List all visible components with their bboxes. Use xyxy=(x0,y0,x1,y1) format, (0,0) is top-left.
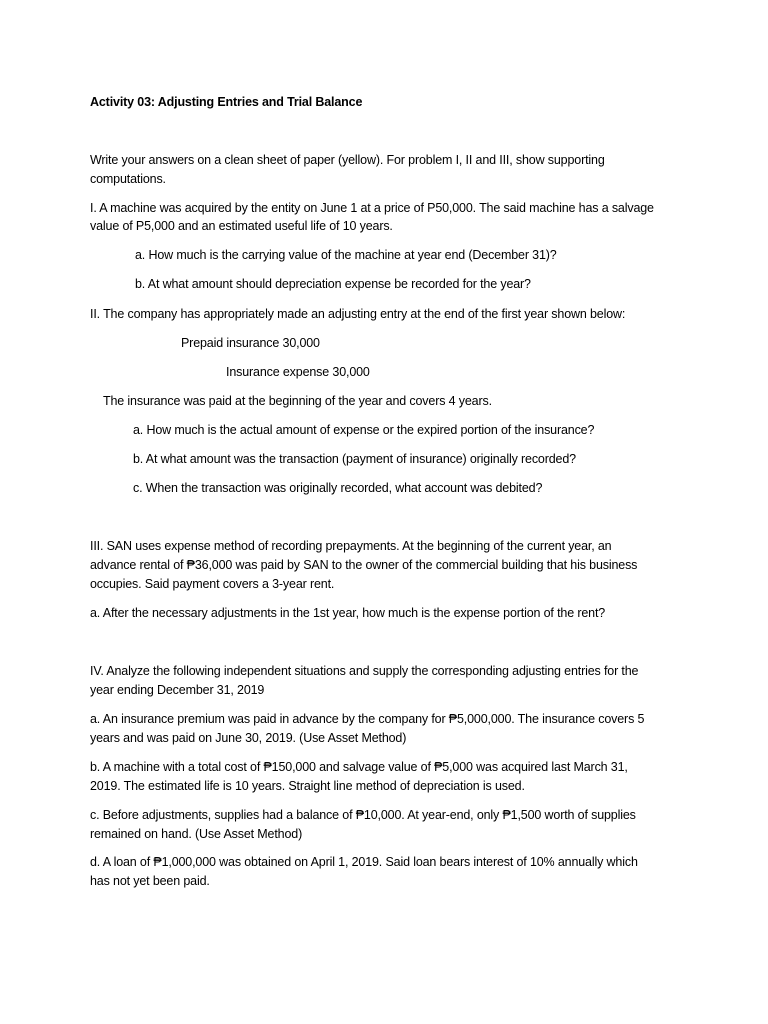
problem1-line-2: value of P5,000 and an estimated useful life of 10 years. xyxy=(90,219,393,233)
instructions-line-2: computations. xyxy=(90,172,166,186)
problem4-item-a-line-2: years and was paid on June 30, 2019. (Use Asset Method) xyxy=(90,731,407,745)
problem3-line-1: III. SAN uses expense method of recording prepayments. At the beginning of the current year, an xyxy=(90,539,612,553)
problem1-question-b: b. At what amount should depreciation expense be recorded for the year? xyxy=(135,277,531,291)
problem4-item-d-line-1: d. A loan of ₱1,000,000 was obtained on April 1, 2019. Said loan bears interest of 10% annually which xyxy=(90,855,638,869)
problem2-question-c: c. When the transaction was originally recorded, what account was debited? xyxy=(133,481,543,495)
problem4-intro-line-2: year ending December 31, 2019 xyxy=(90,683,265,697)
problem4-intro-line-1: IV. Analyze the following independent situations and supply the corresponding adjusting entries for the xyxy=(90,664,639,678)
journal-entry-debit: Prepaid insurance 30,000 xyxy=(181,336,320,350)
problem2-note: The insurance was paid at the beginning of the year and covers 4 years. xyxy=(103,394,492,408)
problem2-intro: II. The company has appropriately made an adjusting entry at the end of the first year shown below: xyxy=(90,307,626,321)
problem4-item-b-line-1: b. A machine with a total cost of ₱150,000 and salvage value of ₱5,000 was acquired last March 31, xyxy=(90,760,628,774)
problem4-item-a-line-1: a. An insurance premium was paid in advance by the company for ₱5,000,000. The insurance covers 5 xyxy=(90,712,645,726)
problem3-question-a: a. After the necessary adjustments in the 1st year, how much is the expense portion of the rent? xyxy=(90,606,606,620)
journal-entry-credit: Insurance expense 30,000 xyxy=(226,365,370,379)
problem4-item-c-line-2: remained on hand. (Use Asset Method) xyxy=(90,827,303,841)
problem2-question-a: a. How much is the actual amount of expense or the expired portion of the insurance? xyxy=(133,423,595,437)
problem4-item-d-line-2: has not yet been paid. xyxy=(90,874,210,888)
problem3-line-3: occupies. Said payment covers a 3-year rent. xyxy=(90,577,335,591)
problem1-question-a: a. How much is the carrying value of the machine at year end (December 31)? xyxy=(135,248,557,262)
document-title: Activity 03: Adjusting Entries and Trial Balance xyxy=(90,95,363,109)
problem2-question-b: b. At what amount was the transaction (payment of insurance) originally recorded? xyxy=(133,452,576,466)
problem4-item-b-line-2: 2019. The estimated life is 10 years. Straight line method of depreciation is used. xyxy=(90,779,525,793)
problem4-item-c-line-1: c. Before adjustments, supplies had a balance of ₱10,000. At year-end, only ₱1,500 worth of supplies xyxy=(90,808,636,822)
problem1-line-1: I. A machine was acquired by the entity on June 1 at a price of P50,000. The said machine has a salvage xyxy=(90,201,654,215)
problem3-line-2: advance rental of ₱36,000 was paid by SAN to the owner of the commercial building that his business xyxy=(90,558,638,572)
instructions-line-1: Write your answers on a clean sheet of paper (yellow). For problem I, II and III, show supporting xyxy=(90,153,605,167)
